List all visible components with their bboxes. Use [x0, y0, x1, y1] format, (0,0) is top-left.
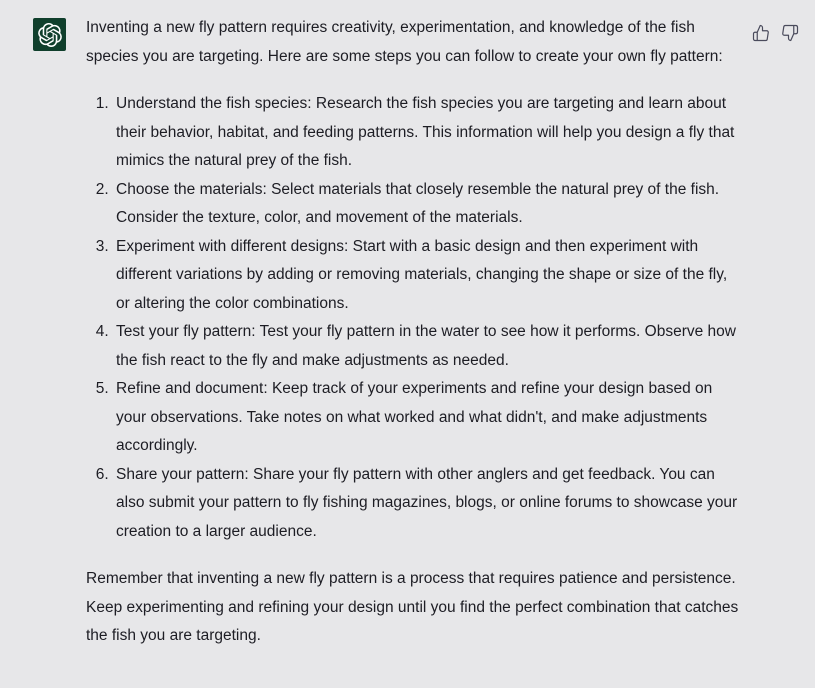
step-item-4: 4. Test your fly pattern: Test your fly pattern in the water to see how it performs. Observe how the fish react to the fly and make adjustments as needed.: [113, 318, 742, 375]
steps-list: [86, 90, 742, 546]
avatar: [33, 18, 66, 51]
step-item-3: 3. Experiment with different designs: Start with a basic design and then experiment with different variations by adding or removing materials, changing the shape or size of the fly, or altering the color combinations.: [113, 233, 742, 319]
thumbs-up-icon: [752, 24, 770, 42]
step-item-1: 1. Understand the fish species: Research the fish species you are targeting and learn about their behavior, habitat, and feeding patterns. This information will help you design a fly that mimics the natural prey of the fish.: [113, 90, 742, 176]
step-item-2: 2. Choose the materials: Select materials that closely resemble the natural prey of the fish. Consider the texture, color, and movement of the materials.: [113, 176, 742, 233]
step-item-5: 5. Refine and document: Keep track of your experiments and refine your design based on your observations. Take notes on what worked and what didn't, and make adjustments accordingly.: [113, 375, 742, 461]
message-actions: [752, 24, 799, 42]
intro-paragraph: Inventing a new fly pattern requires creativity, experimentation, and knowledge of the fish species you are targeting. Here are some steps you can follow to create your own fly pattern:: [86, 19, 723, 65]
thumbs-up-button[interactable]: [752, 24, 770, 42]
openai-logo-icon: [38, 23, 62, 47]
thumbs-down-icon: [781, 24, 799, 42]
outro-paragraph: Remember that inventing a new fly pattern is a process that requires patience and persistence. Keep experimenting and refining your design until you find the perfect combination that catches the fish you are targeting.: [86, 570, 739, 644]
thumbs-down-button[interactable]: [781, 24, 799, 42]
step-item-6: 6. Share your pattern: Share your fly pattern with other anglers and get feedback. You can also submit your pattern to fly fishing magazines, blogs, or online forums to showcase your creation to a larger audience.: [113, 461, 742, 547]
message-content: [86, 14, 742, 651]
